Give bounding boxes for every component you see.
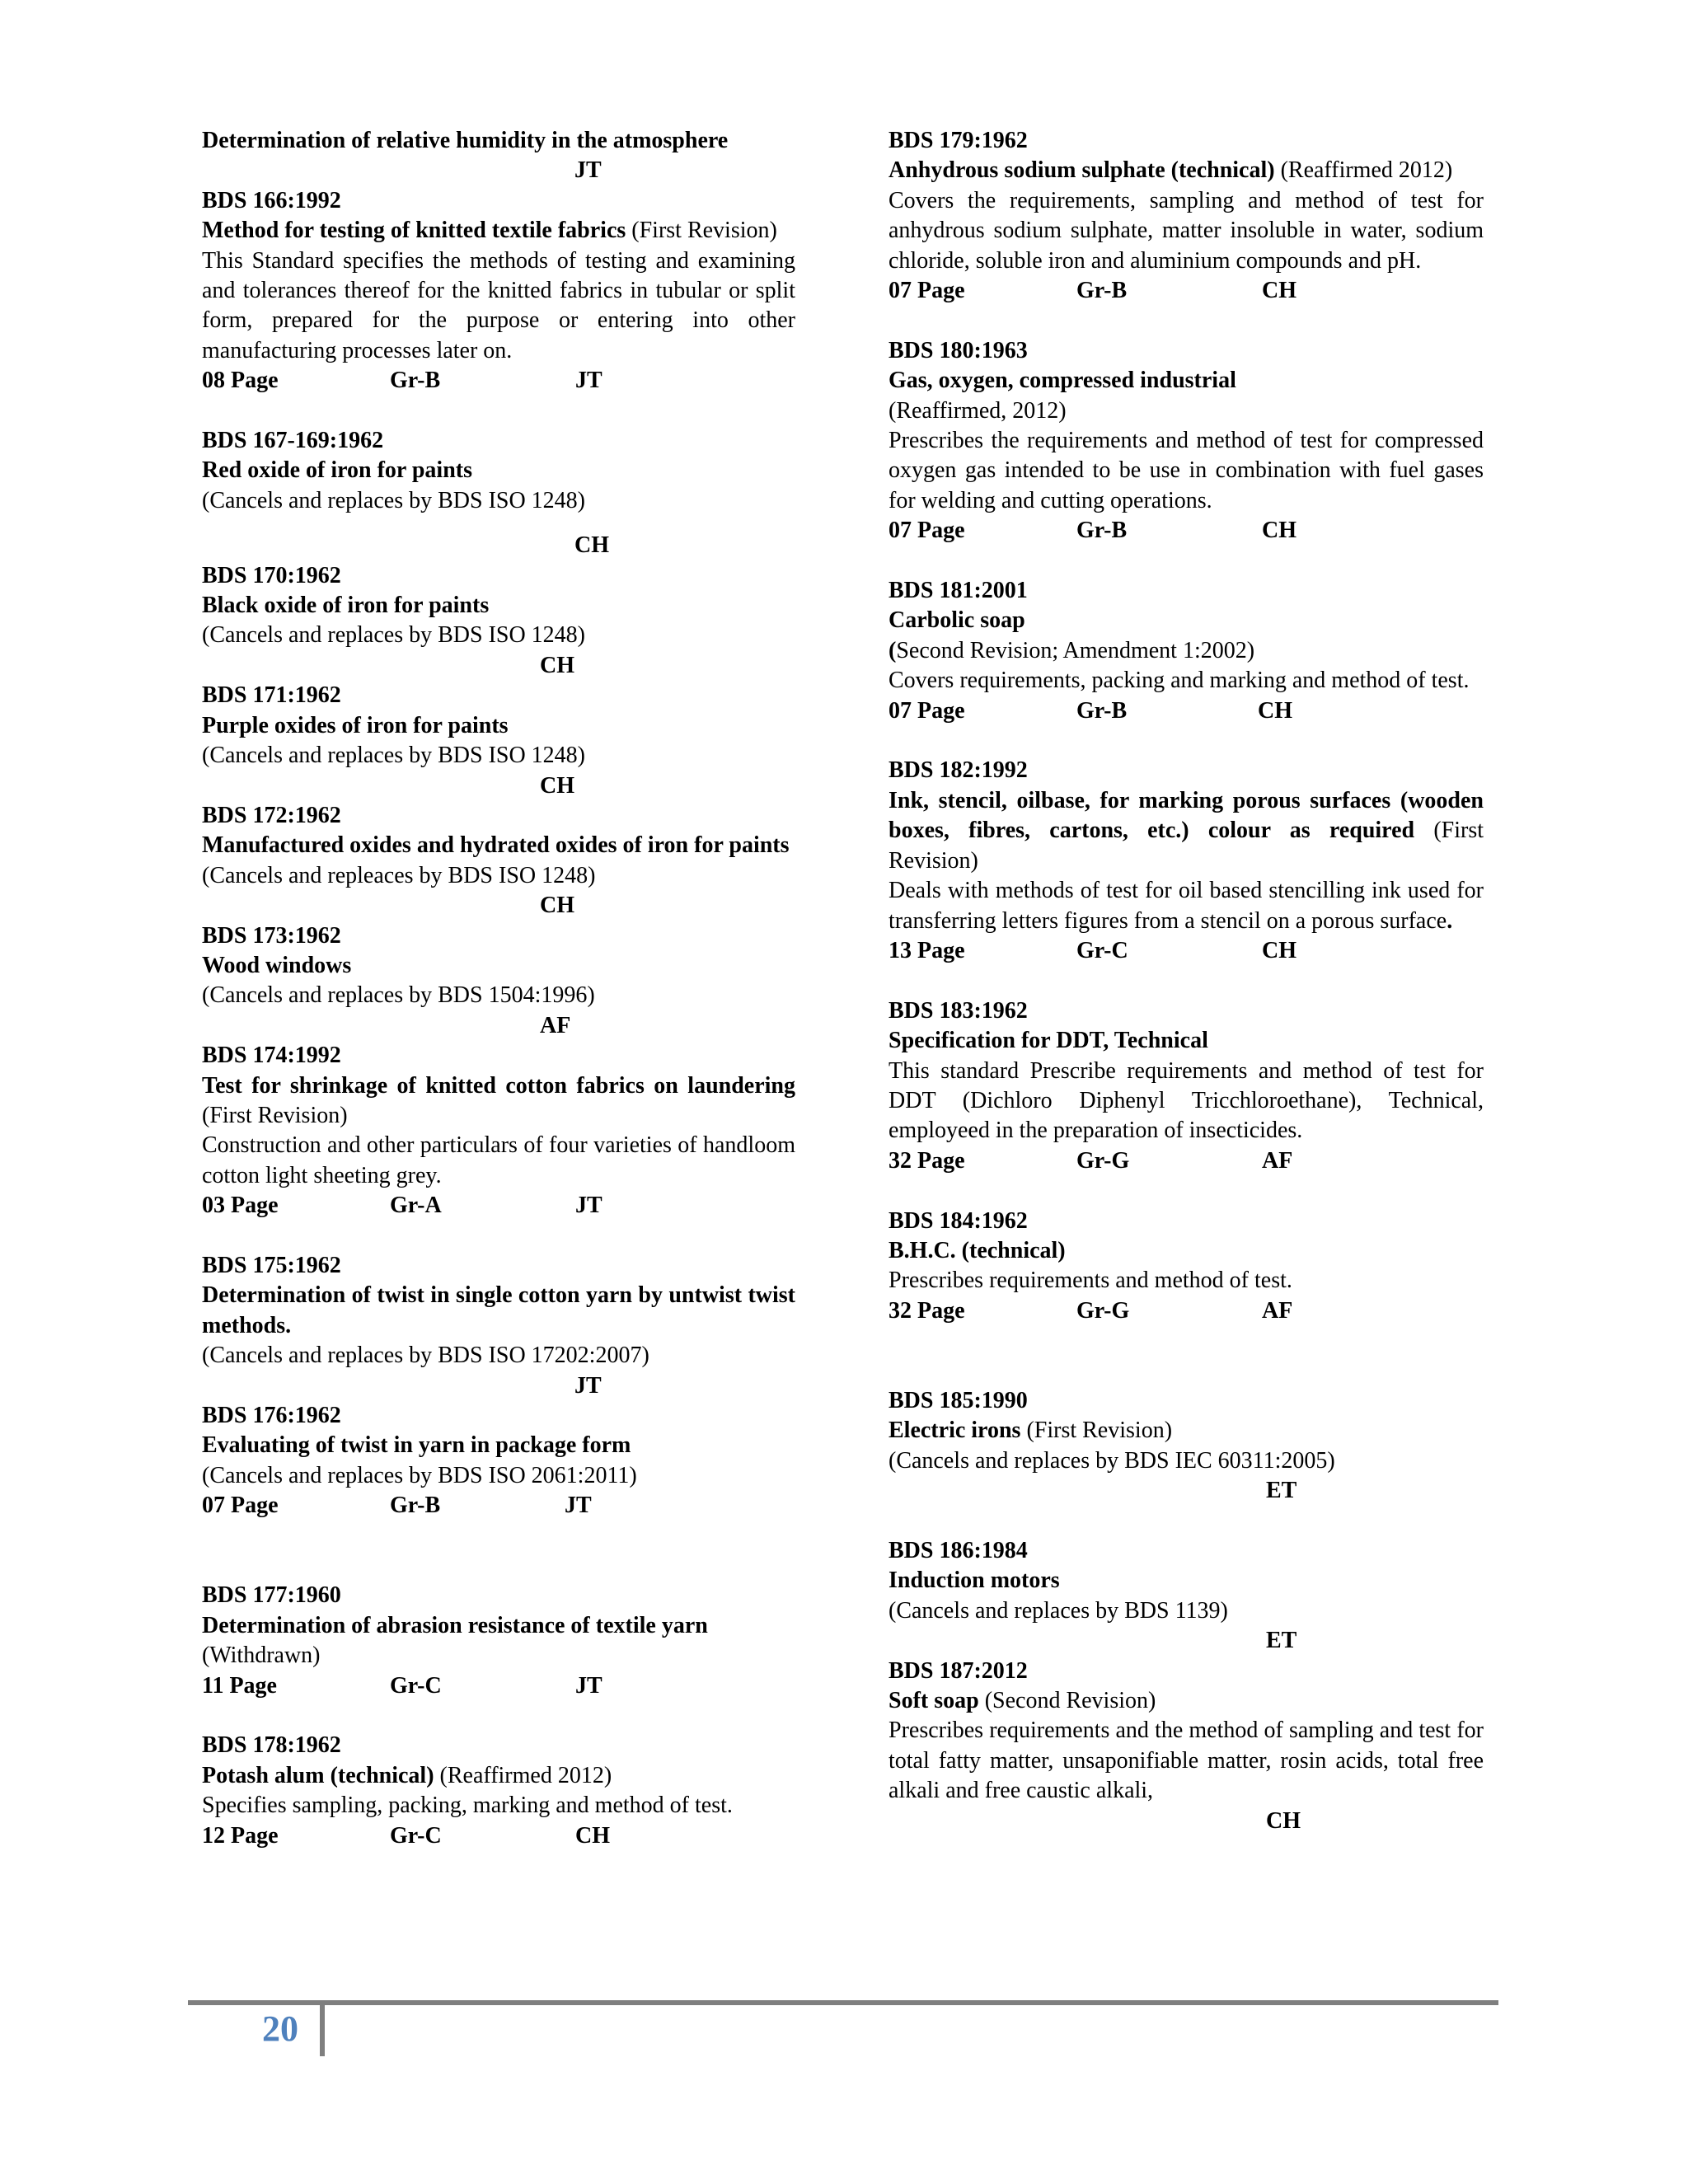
entry-relative-humidity (202, 126, 795, 186)
entry-bds-179 (889, 126, 1484, 306)
withdrawn-note: (Withdrawn) (202, 1643, 321, 1669)
revision-note: (Reaffirmed 2012) (1274, 157, 1453, 184)
standard-code: BDS 179:1962 (889, 128, 1028, 153)
page-count: 32 Page (889, 1147, 965, 1174)
standard-code: BDS 176:1962 (202, 1403, 341, 1429)
page-count: 07 Page (889, 518, 965, 544)
entry-title: Anhydrous sodium sulphate (technical) (889, 157, 1275, 184)
entry-title: Soft soap (889, 1688, 979, 1714)
entry-bds-187 (889, 1657, 1484, 1836)
division-code: JT (575, 1672, 603, 1699)
page-number: 20 (262, 2008, 298, 2049)
standard-code: BDS 185:1990 (889, 1387, 1028, 1413)
entry-title: Determination of abrasion resistance of textile yarn (202, 1612, 708, 1638)
division-code: ET (1266, 1628, 1297, 1654)
division-code: CH (1262, 278, 1296, 304)
division-code: CH (574, 532, 609, 559)
entry-description: Deals with methods of test for oil based stencilling ink used for transferring letters figures from a stencil on a porous surface (889, 878, 1484, 934)
entry-meta (889, 1296, 1484, 1326)
entry-title: Induction motors (889, 1568, 1060, 1594)
division-code: CH (540, 652, 574, 678)
division-code: CH (575, 1822, 610, 1849)
division-code: CH (1262, 937, 1296, 963)
entry-description: Prescribes requirements and the method of sampling and test for total fatty matter, unsaponifiable matter, rosin acids, total free alkali and free caustic alkali, (889, 1718, 1484, 1804)
entry-bds-181 (889, 576, 1484, 726)
revision-note: (First Revision) (626, 218, 777, 244)
description-end: . (1447, 907, 1453, 934)
entry-description: Covers the requirements, sampling and method of test for anhydrous sodium sulphate, matter insoluble in water, sodium chloride, soluble iron and aluminium compounds and pH. (889, 187, 1484, 274)
division-code: CH (1266, 1807, 1301, 1834)
standard-code: BDS 170:1962 (202, 562, 341, 588)
entry-bds-178 (202, 1731, 795, 1851)
group-code: Gr-C (390, 1822, 442, 1849)
revision-note: (Reaffirmed, 2012) (889, 397, 1067, 424)
revision-note: (First Revision) (202, 1102, 348, 1128)
entry-title: Red oxide of iron for paints (202, 457, 472, 484)
page-count: 07 Page (889, 278, 965, 304)
division-code: CH (540, 893, 574, 919)
division-code: ET (1266, 1478, 1297, 1504)
cancel-note: (Cancels and replaces by BDS ISO 1248) (202, 487, 586, 513)
entry-bds-173 (202, 921, 795, 1042)
entry-title: Determination of relative humidity in the atmosphere (202, 128, 729, 153)
cancel-note: (Cancels and replaces by BDS ISO 1248) (202, 743, 586, 769)
division-code: CH (1258, 697, 1292, 724)
entry-title: Wood windows (202, 952, 352, 978)
page-count: 11 Page (202, 1672, 277, 1699)
entry-bds-174 (202, 1041, 795, 1221)
footer-rule (188, 2000, 1498, 2005)
entry-title: Manufactured oxides and hydrated oxides of iron for paints (202, 832, 790, 859)
entry-bds-167-169 (202, 426, 795, 561)
entry-title: Electric irons (889, 1418, 1021, 1444)
entry-description: This standard Prescribe requirements and method of test for DDT (Dichloro Diphenyl Tricchloroethane), Technical, employeed in the preparation of insecticides. (889, 1057, 1484, 1144)
right-column (889, 126, 1484, 1836)
standard-code: BDS 172:1962 (202, 802, 341, 828)
cancel-note: (Cancels and replaces by BDS 1139) (889, 1597, 1228, 1624)
standard-code: BDS 178:1962 (202, 1732, 341, 1759)
group-code: Gr-B (1076, 697, 1128, 724)
page-count: 08 Page (202, 368, 279, 394)
standard-code: BDS 181:2001 (889, 578, 1028, 604)
division-code: CH (540, 772, 574, 799)
entry-title: Determination of twist in single cotton yarn by untwist twist methods. (202, 1282, 795, 1338)
division-code: JT (574, 157, 602, 184)
group-code: Gr-G (1076, 1147, 1130, 1174)
revision-note: (Reaffirmed 2012) (434, 1762, 612, 1788)
page-count: 12 Page (202, 1822, 279, 1849)
group-code: Gr-B (1076, 278, 1128, 304)
entry-description: Construction and other particulars of four varieties of handloom cotton light sheeting grey. (202, 1132, 795, 1188)
division-code: JT (575, 1193, 603, 1219)
revision-note: (First Revision) (889, 818, 1484, 874)
entry-bds-176 (202, 1401, 795, 1521)
division-code: AF (540, 1012, 571, 1038)
entry-title: Specification for DDT, Technical (889, 1028, 1208, 1054)
entry-meta (202, 1491, 795, 1521)
entry-meta (202, 1821, 795, 1851)
entry-bds-171 (202, 681, 795, 801)
entry-description: This Standard specifies the methods of testing and examining and tolerances thereof for the knitted fabrics in tubular or split form, prepared for the purpose or entering into other manufacturing processes later on. (202, 247, 795, 363)
left-column (202, 126, 795, 1851)
division-code: CH (1262, 518, 1296, 544)
entry-title: Evaluating of twist in yarn in package form (202, 1432, 631, 1459)
entry-title: B.H.C. (technical) (889, 1237, 1066, 1263)
entry-description: Specifies sampling, packing, marking and method of test. (202, 1793, 733, 1819)
cancel-note: (Cancels and replaces by BDS IEC 60311:2005) (889, 1447, 1335, 1474)
entry-meta (889, 1146, 1484, 1176)
entry-title: Ink, stencil, oilbase, for marking porous surfaces (wooden boxes, fibres, cartons, etc.) colour as required (889, 787, 1484, 844)
standard-code: BDS 167-169:1962 (202, 428, 384, 454)
entry-bds-182 (889, 756, 1484, 966)
page-count: 32 Page (889, 1297, 965, 1324)
standard-code: BDS 166:1992 (202, 187, 341, 213)
entry-title: Carbolic soap (889, 607, 1025, 634)
entry-meta (202, 366, 795, 396)
cancel-note: (Cancels and repleaces by BDS ISO 1248) (202, 862, 596, 888)
standard-code: BDS 175:1962 (202, 1253, 341, 1278)
division-code: JT (575, 368, 603, 394)
entry-description: Prescribes requirements and method of test. (889, 1268, 1292, 1294)
entry-meta (889, 276, 1484, 306)
group-code: Gr-A (390, 1193, 442, 1219)
cancel-note: (Cancels and replaces by BDS ISO 17202:2007) (202, 1343, 649, 1369)
entry-title: Gas, oxygen, compressed industrial (889, 368, 1236, 394)
entry-bds-183 (889, 996, 1484, 1176)
standard-code: BDS 184:1962 (889, 1207, 1028, 1234)
standard-code: BDS 186:1984 (889, 1537, 1028, 1563)
revision-note: (First Revision) (1020, 1418, 1173, 1444)
entry-meta (202, 1671, 795, 1701)
standard-code: BDS 177:1960 (202, 1582, 341, 1609)
entry-bds-177 (202, 1581, 795, 1701)
footer-divider (320, 2000, 325, 2056)
division-code: AF (1262, 1147, 1293, 1174)
page-count: 07 Page (202, 1493, 279, 1519)
cancel-note: (Cancels and replaces by BDS ISO 2061:2011) (202, 1462, 637, 1488)
group-code: Gr-B (1076, 518, 1128, 544)
cancel-note: (Cancels and replaces by BDS 1504:1996) (202, 982, 595, 1009)
standard-code: BDS 182:1992 (889, 757, 1028, 784)
page-count: 03 Page (202, 1193, 279, 1219)
division-code: AF (1262, 1297, 1293, 1324)
group-code: Gr-B (390, 368, 441, 394)
standard-code: BDS 174:1992 (202, 1043, 341, 1069)
group-code: Gr-G (1076, 1297, 1130, 1324)
group-code: Gr-C (390, 1672, 442, 1699)
entry-meta (889, 516, 1484, 546)
entry-meta (889, 936, 1484, 966)
entry-title: Potash alum (technical) (202, 1762, 434, 1788)
group-code: Gr-B (390, 1493, 441, 1519)
standard-code: BDS 187:2012 (889, 1657, 1028, 1684)
entry-title: Black oxide of iron for paints (202, 593, 490, 619)
division-code: JT (565, 1493, 592, 1519)
entry-bds-186 (889, 1536, 1484, 1657)
page-count: 13 Page (889, 937, 965, 963)
entry-bds-185 (889, 1386, 1484, 1507)
revision-note-open: ( (889, 637, 897, 663)
entry-bds-172 (202, 801, 795, 921)
standard-code: BDS 183:1962 (889, 997, 1028, 1024)
standard-code: BDS 171:1962 (202, 682, 341, 709)
entry-bds-166 (202, 186, 795, 396)
entry-meta (202, 1191, 795, 1221)
entry-bds-175 (202, 1251, 795, 1401)
standard-code: BDS 173:1962 (202, 922, 341, 949)
division-code: JT (574, 1372, 602, 1399)
entry-bds-170 (202, 561, 795, 682)
entry-description: Covers requirements, packing and marking and method of test. (889, 668, 1470, 694)
revision-note: (Second Revision) (978, 1688, 1156, 1714)
entry-title: Test for shrinkage of knitted cotton fabrics on laundering (202, 1072, 795, 1099)
group-code: Gr-C (1076, 937, 1128, 963)
page-count: 07 Page (889, 697, 965, 724)
cancel-note: (Cancels and replaces by BDS ISO 1248) (202, 622, 586, 649)
entry-meta (889, 696, 1484, 726)
standard-code: BDS 180:1963 (889, 337, 1028, 363)
entry-title: Purple oxides of iron for paints (202, 712, 509, 738)
entry-bds-180 (889, 336, 1484, 546)
entry-description: Prescribes the requirements and method of test for compressed oxygen gas intended to be use in combination with fuel gases for welding and cutting operations. (889, 428, 1484, 513)
entry-title: Method for testing of knitted textile fabrics (202, 218, 626, 244)
entry-bds-184 (889, 1207, 1484, 1327)
revision-note: Second Revision; Amendment 1:2002) (896, 637, 1255, 663)
